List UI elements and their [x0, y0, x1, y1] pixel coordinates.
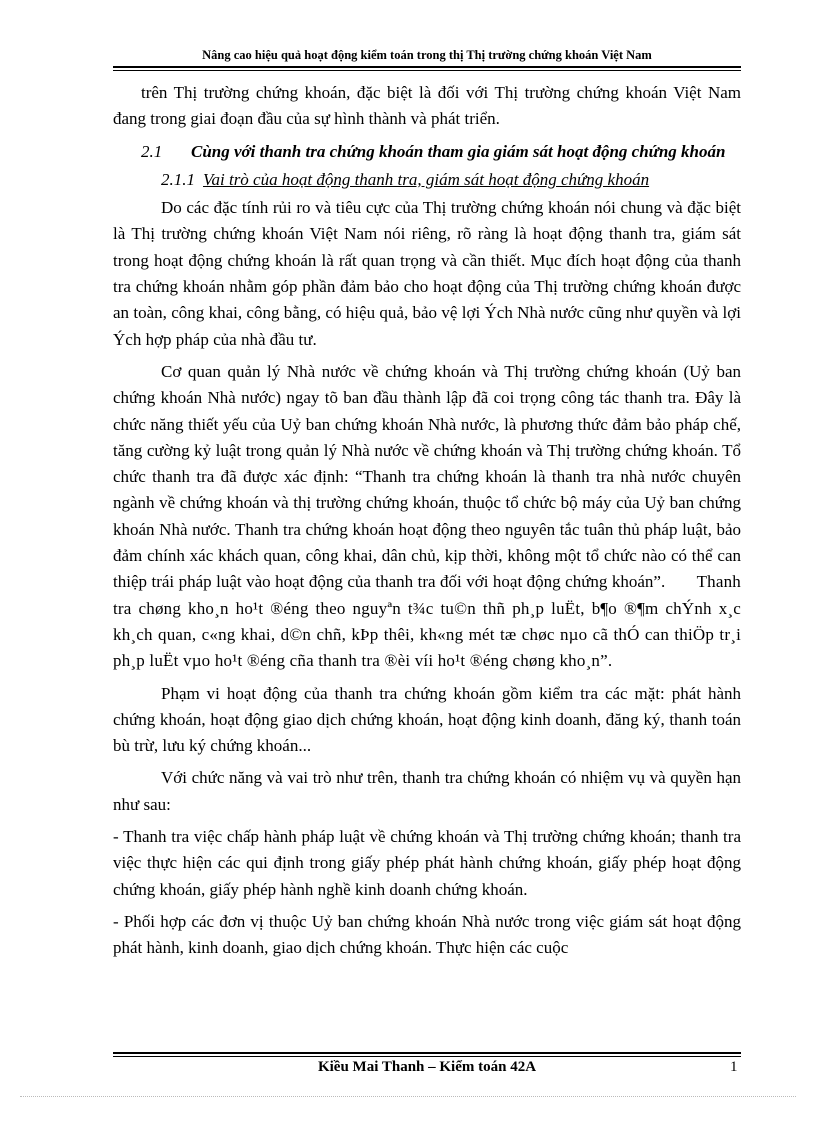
paragraph-3: Phạm vi hoạt động của thanh tra chứng khoán gồm kiểm tra các mặt: phát hành chứng khoán, hoạt động giao dịch chứng khoán, hoạt động kinh doanh, đăng ký, thanh toán bù trừ, lưu ký chứng khoán... — [113, 683, 741, 756]
paragraph-4: Với chức năng và vai trò như trên, thanh tra chứng khoán có nhiệm vụ và quyền hạn như sau: — [113, 768, 741, 814]
document-body — [113, 80, 741, 968]
page-number: 1 — [730, 1059, 738, 1075]
section-heading — [113, 139, 741, 165]
paragraph-1: Do các đặc tính rủi ro và tiêu cực của Thị trường chứng khoán nói chung và đặc biệt là Thị trường chứng khoán Việt Nam nói riêng, rõ ràng là hoạt động thanh tra, giám sát trong hoạt động chứng khoán là rất quan trọng và cần thiết. Mục đích hoạt động của thanh tra chứng khoán nhằm góp phần đảm bảo cho hoạt động của Thị trường chứng khoán được an toàn, công khai, công bằng, có hiệu quả, bảo vệ lợi Ých Nhà nước cũng như quyền và lợi Ých hợp pháp của nhà đầu tư. — [113, 198, 741, 349]
bullet-1: - Thanh tra việc chấp hành pháp luật về chứng khoán và Thị trường chứng khoán; thanh tra việc thực hiện các qui định trong giấy phép phát hành chứng khoán, giấy phép hoạt động chứng khoán, giấy phép hành nghề kinh doanh chứng khoán. — [113, 827, 741, 899]
page-header: Nâng cao hiệu quả hoạt động kiểm toán trong thị Thị trường chứng khoán Việt Nam — [202, 48, 652, 62]
paragraph-2-garbled: Thanh tra chøng kho¸n ho¹t ®éng theo nguyªn t¾c tu©n thñ ph¸p luËt, b¶o ®¶m chÝnh x¸c kh¸ch quan, c«ng khai, d©n chñ, kÞp thêi, kh«ng mét tæ chøc nµo cã thÓ can thiÖp tr¸i ph¸p luËt vµo ho¹t ®éng cña thanh tra ®èi víi ho¹t ®éng chøng kho¸n”. — [113, 572, 742, 671]
subsection-number: 2.1.1 — [161, 169, 195, 189]
page-bottom-border — [20, 1096, 796, 1097]
bullet-2: - Phối hợp các đơn vị thuộc Uỷ ban chứng khoán Nhà nước trong việc giám sát hoạt động phát hành, kinh doanh, giao dịch chứng khoán. Thực hiện các cuộc — [113, 911, 741, 958]
footer-author: Kiều Mai Thanh – Kiểm toán 42A — [317, 1059, 537, 1075]
subsection-title: Vai trò của hoạt động thanh tra, giám sát hoạt động chứng khoán — [203, 169, 650, 189]
section-title: Cùng với thanh tra chứng khoán tham gia giám sát hoạt động chứng khoán — [191, 141, 726, 161]
paragraph-2-text: Cơ quan quản lý Nhà nước về chứng khoán và Thị trường chứng khoán (Uỷ ban chứng khoán Nhà nước) ngay tõ ban đầu thành lập đã coi trọng công tác thanh tra. Đây là chức năng thiết yếu của Uỷ ban chứng khoán Nhà nước, là phương thức đảm bảo pháp chế, tăng cường kỷ luật trong quản lý Nhà nước về chứng khoán và Thị trường chứng khoán. Tổ chức thanh tra đã được xác định: “Thanh tra chứng khoán là thanh tra nhà nước chuyên ngành về chứng khoán và thị trường chứng khoán, thuộc tổ chức bộ máy của Uỷ ban chứng khoán Nhà nước. Thanh tra chứng khoán hoạt động theo nguyên tắc tuân thủ pháp luật, bảo đảm chính xác khách quan, công khai, dân chủ, kịp thời, không một tổ chức nào có thể can thiệp trái pháp luật vào hoạt động của thanh tra đối với hoạt động chứng khoán”. — [113, 361, 741, 592]
header-rule — [113, 66, 741, 68]
intro-paragraph: trên Thị trường chứng khoán, đặc biệt là đối với Thị trường chứng khoán Việt Nam đang trong giai đoạn đầu của sự hình thành và phát triển. — [113, 83, 741, 129]
header-rule-thin — [113, 70, 741, 71]
footer-rule — [113, 1052, 741, 1054]
section-number: 2.1 — [141, 141, 163, 161]
paragraph-2 — [113, 359, 741, 675]
subsection-heading — [113, 167, 741, 193]
